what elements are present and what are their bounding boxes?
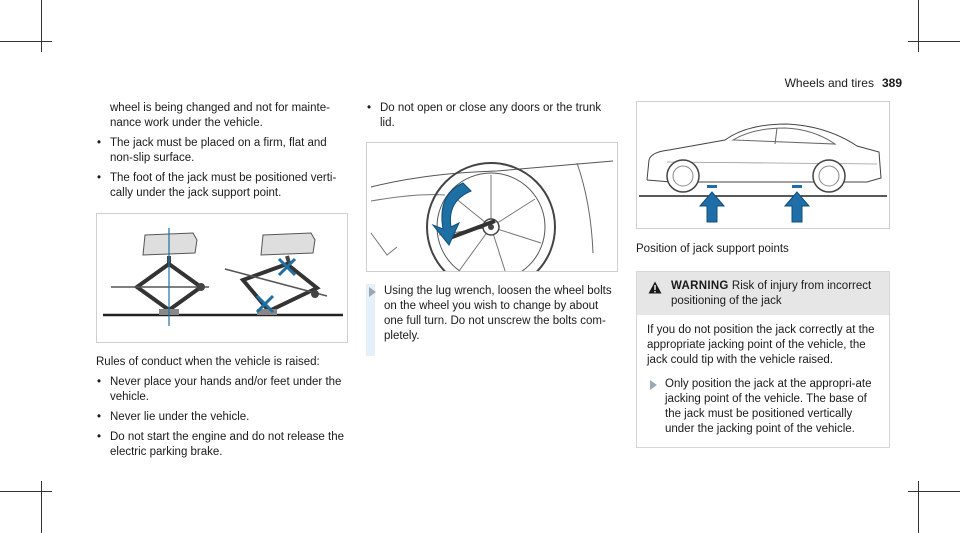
jack-illustration: [97, 214, 347, 342]
crop-mark: [908, 41, 960, 42]
list-item: • Do not start the engine and do not release the electric parking brake.: [96, 430, 348, 460]
running-header: [785, 76, 902, 91]
warning-title: WARNING: [671, 280, 729, 292]
crop-mark: [0, 41, 52, 42]
continuation-text: wheel is being changed and not for mainte-nance work under the vehicle.: [110, 102, 330, 129]
list-item: • The foot of the jack must be positioned verti-cally under the jack support point.: [96, 171, 348, 201]
step-arrow-icon: [369, 287, 376, 297]
warning-text: If you do not position the jack correctly at the appropriate jacking point of the vehicle, the jack could tip with the vehicle raised.: [647, 324, 875, 366]
lug-wrench-illustration: [367, 143, 617, 271]
warning-step-text: Only position the jack at the appropri-ate jacking point of the vehicle. The base of the jack must be positioned vertically under the jacking point of the vehicle.: [665, 378, 872, 435]
column-right: [636, 101, 890, 448]
jack-figure: [96, 213, 348, 343]
list-item: • Never lie under the vehicle.: [96, 410, 348, 425]
step-block: [366, 284, 618, 344]
crop-mark: [41, 0, 42, 52]
crop-mark: [41, 481, 42, 533]
crop-mark: [918, 0, 919, 52]
lug-wrench-figure: [366, 142, 618, 272]
list-item: • Never place your hands and/or feet under the vehicle.: [96, 375, 348, 405]
step-arrow-icon: [650, 380, 657, 390]
list-item: • The jack must be placed on a firm, flat and non-slip surface.: [96, 136, 348, 166]
column-middle: [366, 101, 618, 344]
page-number: 389: [881, 76, 902, 90]
crop-mark: [0, 491, 52, 492]
step-item: [366, 284, 618, 344]
warning-subtitle: Risk of injury from incorrect positioning of the jack: [671, 280, 872, 307]
figure-caption: Position of jack support points: [636, 243, 789, 255]
jack-points-figure: [636, 101, 890, 229]
warning-triangle-icon: [648, 281, 662, 299]
crop-mark: [908, 491, 960, 492]
warning-box: [636, 271, 890, 448]
rules-intro: Rules of conduct when the vehicle is raised:: [96, 356, 320, 368]
warning-step: [647, 377, 879, 437]
list-item: • Do not open or close any doors or the trunk lid.: [366, 101, 618, 131]
crop-mark: [918, 481, 919, 533]
section-title: Wheels and tires: [784, 76, 874, 90]
warning-header: [637, 272, 889, 315]
vehicle-side-illustration: [637, 102, 889, 228]
step-text: Using the lug wrench, loosen the wheel bolts on the wheel you wish to change by about one full turn. Do not unscrew the bolts com-pletely.: [384, 285, 612, 342]
warning-body: [637, 315, 889, 447]
column-left: [96, 101, 348, 460]
